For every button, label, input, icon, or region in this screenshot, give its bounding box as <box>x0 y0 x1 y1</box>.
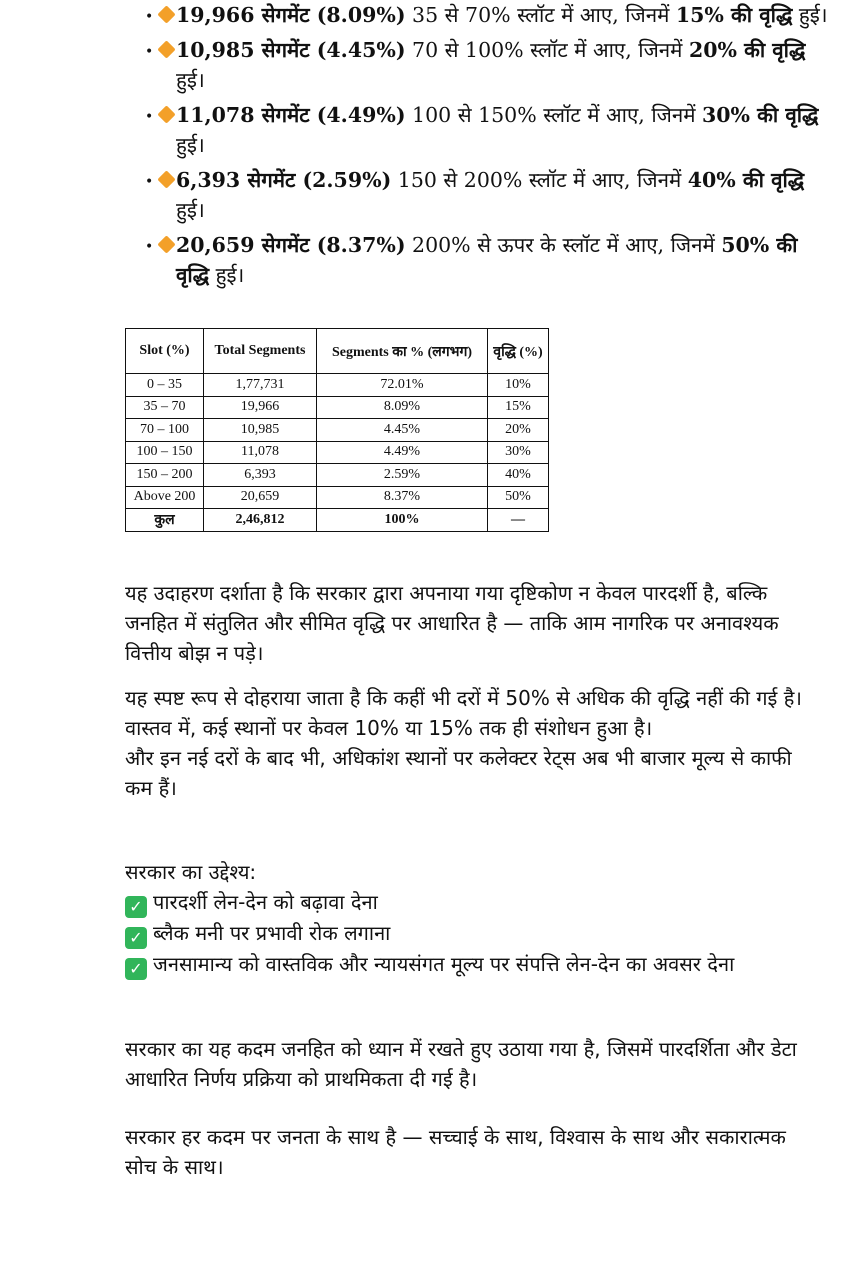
clarification-line-3: और इन नई दरों के बाद भी, अधिकांश स्थानों पर कलेक्टर रेट्स अब भी बाजार मूल्य से काफी कम हैं। <box>125 746 792 800</box>
table-cell: 30% <box>488 441 549 464</box>
paragraph-summary: यह उदाहरण दर्शाता है कि सरकार द्वारा अपनाया गया दृष्टिकोण न केवल पारदर्शी है, बल्कि जनहित में संतुलित और सीमित वृद्धि पर आधारित है — ताकि आम नागरिक पर अनावश्यक वित्तीय बोझ न पड़े। <box>125 581 779 665</box>
table-cell: 70 – 100 <box>126 419 204 442</box>
table-cell: 72.01% <box>317 374 488 397</box>
bullet-text: 6,393 सेगमेंट (2.59%) 150 से 200% स्लॉट में आए, जिनमें 40% की वृद्धि हुई। <box>176 168 805 222</box>
table-cell: 20,659 <box>204 486 317 509</box>
table-cell: 2,46,812 <box>204 509 317 532</box>
table-cell: 6,393 <box>204 464 317 487</box>
table-cell: 19,966 <box>204 396 317 419</box>
objectives-heading: सरकार का उद्देश्य: <box>125 860 257 884</box>
bullet-dot: • <box>145 239 154 255</box>
paragraph-closing: सरकार हर कदम पर जनता के साथ है — सच्चाई के साथ, विश्वास के साथ और सकारात्मक सोच के साथ। <box>125 1125 786 1179</box>
bullet-item <box>145 35 828 95</box>
table-cell: 1,77,731 <box>204 374 317 397</box>
bullet-list <box>145 0 828 295</box>
table-cell: 0 – 35 <box>126 374 204 397</box>
table-cell: 10,985 <box>204 419 317 442</box>
paragraph-clarification <box>125 683 805 803</box>
segments-table <box>125 328 549 532</box>
table-cell: 8.37% <box>317 486 488 509</box>
table-cell: Above 200 <box>126 486 204 509</box>
table-cell: 35 – 70 <box>126 396 204 419</box>
header-slot: Slot (%) <box>126 329 204 374</box>
clarification-line-1: यह स्पष्ट रूप से दोहराया जाता है कि कहीं भी दरों में 50% से अधिक की वृद्धि नहीं की गई है। <box>125 686 802 710</box>
table-row <box>126 396 549 419</box>
table-row <box>126 419 549 442</box>
objective-item: ✓ पारदर्शी लेन-देन को बढ़ावा देना <box>125 887 805 918</box>
bullet-item <box>145 165 828 225</box>
table-cell: 150 – 200 <box>126 464 204 487</box>
orange-diamond-icon <box>157 235 175 253</box>
table-cell: 8.09% <box>317 396 488 419</box>
orange-diamond-icon <box>157 5 175 23</box>
bullet-text: 20,659 सेगमेंट (8.37%) 200% से ऊपर के स्लॉट में आए, जिनमें 50% की वृद्धि हुई। <box>176 233 798 287</box>
table-cell: 2.59% <box>317 464 488 487</box>
table-cell: 4.49% <box>317 441 488 464</box>
table-cell: 40% <box>488 464 549 487</box>
bullet-dot: • <box>145 9 154 25</box>
bullet-item <box>145 100 828 160</box>
table-row <box>126 374 549 397</box>
bullet-item <box>145 0 828 30</box>
table-total-row <box>126 509 549 532</box>
bullet-item <box>145 230 828 290</box>
bullet-text: 11,078 सेगमेंट (4.49%) 100 से 150% स्लॉट में आए, जिनमें 30% की वृद्धि हुई। <box>176 103 819 157</box>
orange-diamond-icon <box>157 40 175 58</box>
check-mark-icon: ✓ <box>125 896 147 918</box>
table-cell: 15% <box>488 396 549 419</box>
objective-item: ✓ ब्लैक मनी पर प्रभावी रोक लगाना <box>125 918 805 949</box>
table-cell: — <box>488 509 549 532</box>
table-cell: 100% <box>317 509 488 532</box>
table-cell: 10% <box>488 374 549 397</box>
table-header-row <box>126 329 549 374</box>
clarification-line-2: वास्तव में, कई स्थानों पर केवल 10% या 15% तक ही संशोधन हुआ है। <box>125 716 653 740</box>
header-total-segments: Total Segments <box>204 329 317 374</box>
paragraph-step: सरकार का यह कदम जनहित को ध्यान में रखते हुए उठाया गया है, जिसमें पारदर्शिता और डेटा आधारित निर्णय प्रक्रिया को प्राथमिकता दी गई है। <box>125 1037 797 1091</box>
orange-diamond-icon <box>157 105 175 123</box>
header-increase: वृद्धि (%) <box>488 329 549 374</box>
table-cell: 4.45% <box>317 419 488 442</box>
table-cell: 20% <box>488 419 549 442</box>
bullet-dot: • <box>145 44 154 60</box>
table-cell: 50% <box>488 486 549 509</box>
table-cell: कुल <box>126 509 204 532</box>
table-row <box>126 441 549 464</box>
table-row <box>126 486 549 509</box>
objective-item: ✓ जनसामान्य को वास्तविक और न्यायसंगत मूल्य पर संपत्ति लेन-देन का अवसर देना <box>125 949 805 980</box>
check-mark-icon: ✓ <box>125 927 147 949</box>
objectives-section <box>125 857 805 980</box>
bullet-text: 10,985 सेगमेंट (4.45%) 70 से 100% स्लॉट में आए, जिनमें 20% की वृद्धि हुई। <box>176 38 806 92</box>
bullet-text: 19,966 सेगमेंट (8.09%) 35 से 70% स्लॉट में आए, जिनमें 15% की वृद्धि हुई। <box>176 3 828 27</box>
table-row <box>126 464 549 487</box>
bullet-dot: • <box>145 174 154 190</box>
table-cell: 11,078 <box>204 441 317 464</box>
table-cell: 100 – 150 <box>126 441 204 464</box>
header-segments-percent: Segments का % (लगभग) <box>317 329 488 374</box>
bullet-dot: • <box>145 109 154 125</box>
check-mark-icon: ✓ <box>125 958 147 980</box>
orange-diamond-icon <box>157 170 175 188</box>
